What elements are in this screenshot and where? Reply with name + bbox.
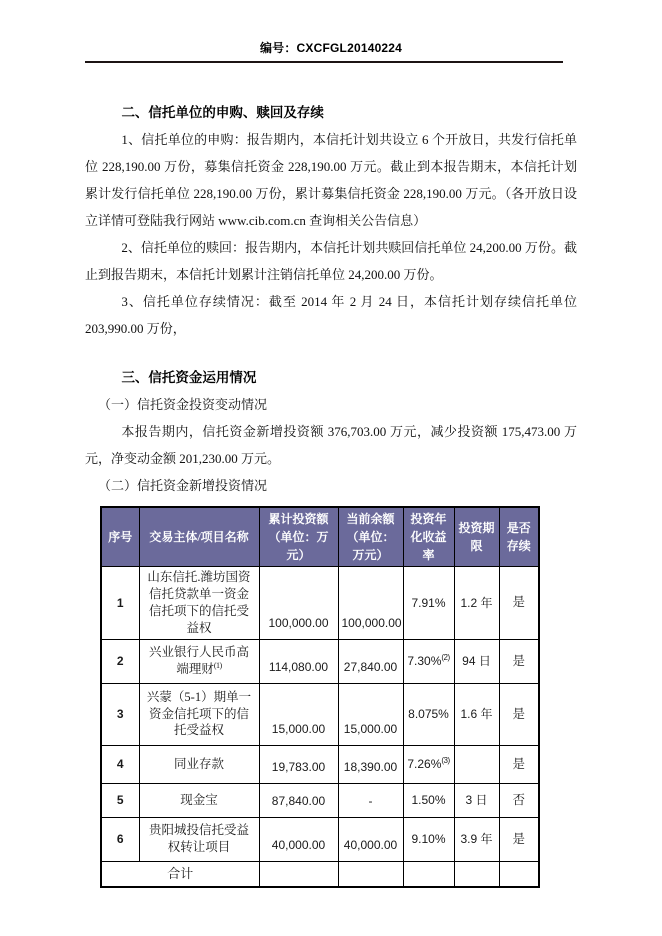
- doc-number: 编号：CXCFGL20140224: [259, 41, 403, 55]
- cell-invested: 100,000.00: [259, 567, 338, 640]
- footnote-marker: (1): [213, 660, 222, 670]
- section2-paragraph-outstanding: 3、信托单位存续情况：截至 2014 年 2 月 24 日，本信托计划存续信托单位 203,990.00 万份，: [85, 294, 577, 336]
- total-label: 合计: [101, 861, 259, 887]
- cell-term: [454, 745, 499, 783]
- cell-name: 现金宝: [139, 783, 259, 817]
- cell-active: 是: [499, 817, 539, 861]
- cell-active: 是: [499, 567, 539, 640]
- cell-term: 1.2 年: [454, 567, 499, 640]
- cell-rate: 7.26%$^{(3)}$: [403, 745, 454, 783]
- cell-invested-total: [259, 861, 338, 887]
- cell-name: 兴业银行人民币高端理财$^{(1)}$: [139, 639, 259, 683]
- cell-rate: 8.075%: [403, 683, 454, 745]
- cell-name: 兴蒙（5-1）期单一资金信托项下的信托受益权: [139, 683, 259, 745]
- cell-term: 3.9 年: [454, 817, 499, 861]
- cell-rate: 7.30%$^{(2)}$: [403, 639, 454, 683]
- cell-index: 4: [101, 745, 139, 783]
- cell-balance-total: [338, 861, 403, 887]
- table-row: [101, 783, 539, 817]
- cell-invested: 15,000.00: [259, 683, 338, 745]
- cell-term: 94 日: [454, 639, 499, 683]
- cell-index: 6: [101, 817, 139, 861]
- cell-rate: 1.50%: [403, 783, 454, 817]
- cell-rate: 9.10%: [403, 817, 454, 861]
- cell-term: 3 日: [454, 783, 499, 817]
- section2-paragraph-redemption: 2、信托单位的赎回：报告期内，本信托计划共赎回信托单位 24,200.00 万份。截止到报告期末，本信托计划累计注销信托单位 24,200.00 万份。: [85, 240, 577, 282]
- cell-invested: 40,000.00: [259, 817, 338, 861]
- table-row: [101, 683, 539, 745]
- cell-balance: 18,390.00: [338, 745, 403, 783]
- cell-active-total: [499, 861, 539, 887]
- section3-title: 三、信托资金运用情况: [121, 370, 257, 385]
- cell-active: 否: [499, 783, 539, 817]
- col-header-term: 投资期限: [454, 507, 499, 567]
- cell-invested: 87,840.00: [259, 783, 338, 817]
- cell-balance: 15,000.00: [338, 683, 403, 745]
- section3-subhead-2: （二）信托资金新增投资情况: [98, 478, 268, 493]
- cell-balance: 100,000.00: [338, 567, 403, 640]
- cell-index: 5: [101, 783, 139, 817]
- cell-term: 1.6 年: [454, 683, 499, 745]
- table-total-row: [101, 861, 539, 887]
- col-header-rate: 投资年化收益率: [403, 507, 454, 567]
- section2-paragraph-purchase: 1、信托单位的申购：报告期内，本信托计划共设立 6 个开放日，共发行信托单位 228,190.00 万份，募集信托资金 228,190.00 万元。截止到本报告期末，本信托计划累计发行信托单位 228,190.00 万份，累计募集信托资金 228,190.00 万元。（各开放日设立详情可登陆我行网站 www.cib.com.cn 查询相关公告信息）: [85, 132, 577, 228]
- cell-index: 1: [101, 567, 139, 640]
- cell-balance: -: [338, 783, 403, 817]
- footnote-marker: (2): [441, 652, 450, 662]
- cell-index: 2: [101, 639, 139, 683]
- footnote-marker: (3): [441, 755, 450, 765]
- col-header-active: 是否存续: [499, 507, 539, 567]
- cell-index: 3: [101, 683, 139, 745]
- section3-paragraph-changes: 本报告期内，信托资金新增投资额 376,703.00 万元，减少投资额 175,473.00 万元，净变动金额 201,230.00 万元。: [85, 424, 577, 466]
- cell-name: 山东信托.潍坊国资信托贷款单一资金信托项下的信托受益权: [139, 567, 259, 640]
- cell-balance: 40,000.00: [338, 817, 403, 861]
- col-header-balance: 当前余额（单位：万元）: [338, 507, 403, 567]
- table-row: [101, 817, 539, 861]
- table-row: [101, 567, 539, 640]
- cell-active: 是: [499, 639, 539, 683]
- cell-rate: 7.91%: [403, 567, 454, 640]
- table-row: [101, 639, 539, 683]
- cell-balance: 27,840.00: [338, 639, 403, 683]
- cell-name: 贵阳城投信托受益权转让项目: [139, 817, 259, 861]
- cell-active: 是: [499, 745, 539, 783]
- table-header-row: [101, 507, 539, 567]
- cell-invested: 19,783.00: [259, 745, 338, 783]
- cell-rate-total: [403, 861, 454, 887]
- new-investment-table: [100, 506, 540, 888]
- section3-subhead-1: （一）信托资金投资变动情况: [98, 397, 268, 412]
- cell-name: 同业存款: [139, 745, 259, 783]
- table-row: [101, 745, 539, 783]
- cell-term-total: [454, 861, 499, 887]
- cell-active: 是: [499, 683, 539, 745]
- cell-invested: 114,080.00: [259, 639, 338, 683]
- header-rule: [85, 61, 563, 63]
- section2-title: 二、信托单位的申购、赎回及存续: [121, 105, 324, 120]
- col-header-index: 序号: [101, 507, 139, 567]
- col-header-name: 交易主体/项目名称: [139, 507, 259, 567]
- col-header-invested: 累计投资额（单位：万元）: [259, 507, 338, 567]
